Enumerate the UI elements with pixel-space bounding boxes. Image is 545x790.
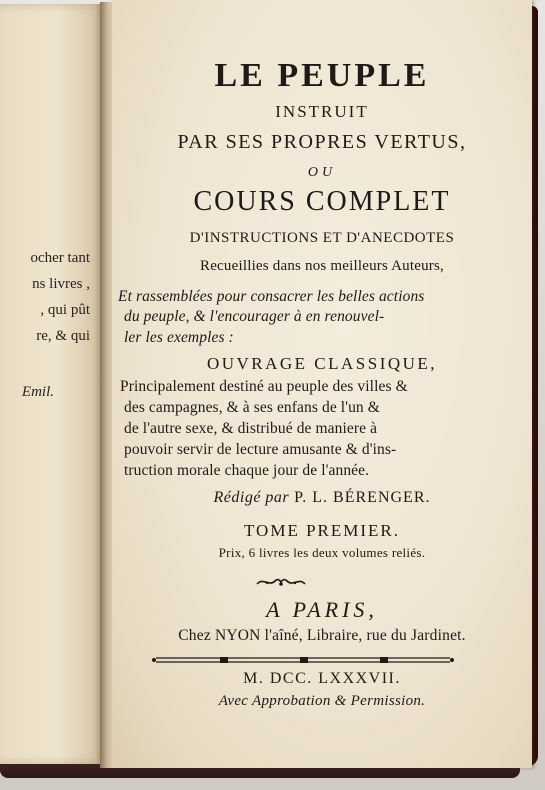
decorative-rule-icon bbox=[150, 653, 456, 667]
description-paragraph-line: Principalement destiné au peuple des villes & bbox=[120, 378, 408, 395]
description-paragraph-line: truction morale chaque jour de l'année. bbox=[124, 462, 370, 479]
subtitle-cours: COURS COMPLET bbox=[193, 186, 451, 217]
title-line-instruit: INSTRUIT bbox=[275, 102, 369, 121]
book-title: LE PEUPLE bbox=[214, 57, 430, 94]
ouvrage-classique: OUVRAGE CLASSIQUE, bbox=[206, 354, 438, 373]
price-line: Prix, 6 livres les deux volumes reliés. bbox=[218, 545, 426, 560]
volume-label: TOME PREMIER. bbox=[243, 521, 401, 540]
publication-year: M. DCC. LXXXVII. bbox=[243, 670, 401, 687]
italic-description-line: Et rassemblées pour consacrer les belles actions bbox=[118, 288, 425, 305]
description-paragraph-line: des campagnes, & à ses enfans de l'un & bbox=[124, 399, 380, 416]
description-paragraph-line: de l'autre sexe, & distribué de maniere à bbox=[124, 420, 378, 437]
author-name: P. L. BÉRENGER. bbox=[294, 489, 431, 506]
italic-description-line: ler les exemples : bbox=[124, 329, 234, 346]
subtitle-instructions: D'INSTRUCTIONS ET D'ANECDOTES bbox=[189, 230, 455, 246]
title-line-ou: OU bbox=[307, 165, 337, 180]
title-line-propres: PAR SES PROPRES VERTUS, bbox=[177, 131, 467, 153]
author-line bbox=[112, 489, 532, 507]
left-page-signature: Emil. bbox=[21, 384, 54, 400]
left-page-line: , qui pût bbox=[40, 302, 90, 318]
description-paragraph-line: pouvoir servir de lecture amusante & d'ins- bbox=[124, 441, 397, 458]
publisher-line: Chez NYON l'aîné, Libraire, rue du Jardinet. bbox=[178, 627, 466, 644]
left-page bbox=[0, 4, 104, 764]
approbation-line: Avec Approbation & Permission. bbox=[218, 693, 426, 709]
left-page-line: ocher tant bbox=[30, 250, 90, 266]
left-page-line: ns livres , bbox=[32, 276, 90, 292]
italic-description-line: du peuple, & l'encourager à en renouvel- bbox=[124, 308, 385, 325]
author-prefix: Rédigé par bbox=[213, 489, 290, 506]
left-page-line: re, & qui bbox=[36, 328, 90, 344]
fleuron-ornament-icon bbox=[255, 575, 307, 589]
place-of-publication: A PARIS, bbox=[266, 597, 378, 622]
subtitle-recueillies: Recueillies dans nos meilleurs Auteurs, bbox=[199, 258, 444, 274]
